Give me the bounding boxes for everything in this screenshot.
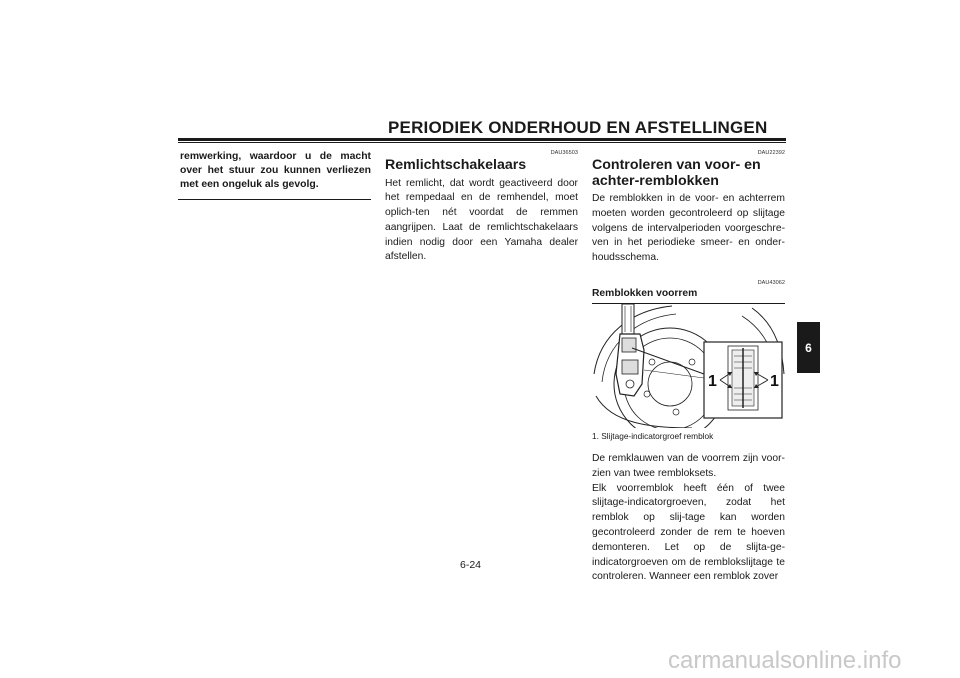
brake-caliper-drawing <box>592 304 785 428</box>
paragraph-brake-pads-intro: De remblokken in de voor- en achterrem moeten worden gecontroleerd op slijtage volgens de intervalperioden voorgeschre-ven in het periodieke smeer- en onder-houdsschema. <box>592 193 785 264</box>
section-tab: 6 <box>797 322 820 373</box>
header-rule <box>178 138 786 141</box>
column-middle <box>385 150 578 265</box>
section-heading-brake-pads: Controleren van voor- en achter-remblokken <box>592 157 761 189</box>
page-header-title: PERIODIEK ONDERHOUD EN AFSTELLINGEN <box>388 118 768 137</box>
page-number: 6-24 <box>460 559 482 571</box>
column-right <box>592 150 785 585</box>
callout-label-right: 1 <box>770 372 779 390</box>
section-code: DAU36503 <box>550 150 578 156</box>
watermark: carmanualsonline.info <box>668 647 902 674</box>
column-left <box>178 150 371 200</box>
callout-label-left: 1 <box>708 372 717 390</box>
paragraph-brake-light: Het remlicht, dat wordt geactiveerd door het rempedaal en de remhendel, moet oplich-ten nét voordat de remmen aangrijpen. Laat de remlichtschakelaars indien nodig door een Yamaha dealer afstellen. <box>385 177 578 263</box>
figure-caption: 1. Slijtage-indicatorgroef remblok <box>592 430 714 441</box>
warning-rule <box>178 199 371 200</box>
header-rule-thin <box>178 142 786 143</box>
section-code: DAU22392 <box>757 150 785 156</box>
section-code: DAU43062 <box>757 279 785 286</box>
subheading-front-brake-pads: Remblokken voorrem <box>592 287 698 299</box>
brake-pad-illustration <box>592 303 785 428</box>
paragraph-calipers: De remklauwen van de voorrem zijn voor-zien van twee rembloksets. <box>592 452 785 479</box>
section-heading-brake-light-switches: Remlichtschakelaars <box>385 157 527 173</box>
warning-continuation: remwerking, waardoor u de macht over het stuur zou kunnen verliezen met een ongeluk als gevolg. <box>180 151 371 191</box>
paragraph-wear-indicator: Elk voorremblok heeft één of twee slijtage-indicatorgroeven, zodat het remblok op slij-tage kan worden gecontroleerd zonder de rem te hoeven demonteren. Let op de slijta-ge-indicatorgroeven om de remblokslijtage te controleren. Wanneer een remblok zover <box>592 482 785 583</box>
